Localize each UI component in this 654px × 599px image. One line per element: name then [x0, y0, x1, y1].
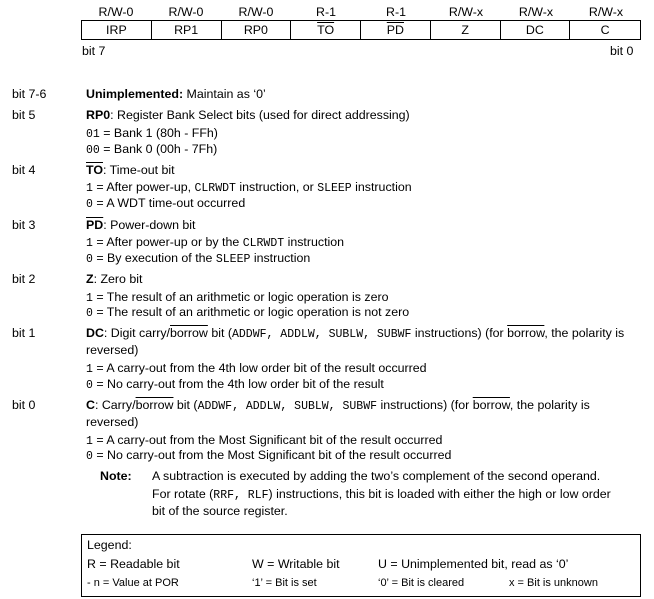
- access-bit1: R/W-x: [518, 5, 554, 19]
- access-bit6: R/W-0: [168, 5, 204, 19]
- section-desc-cont: reversed): [86, 343, 139, 357]
- section-label: bit 3: [12, 218, 36, 232]
- value-line: 00 = Bank 0 (00h - 7Fh): [86, 142, 218, 157]
- section-label: bit 5: [12, 108, 36, 122]
- bit-cell-rp0: RP0: [222, 21, 292, 39]
- section-label: bit 1: [12, 326, 36, 340]
- bit-right-label: bit 0: [610, 44, 634, 58]
- legend-readable: R = Readable bit: [87, 557, 180, 571]
- legend-unimplemented: U = Unimplemented bit, read as ‘0’: [378, 557, 569, 571]
- note-line: bit of the source register.: [152, 504, 288, 518]
- section-desc: RP0: Register Bank Select bits (used for direct addressing): [86, 108, 410, 122]
- value-line: 0 = No carry-out from the 4th low order bit of the result: [86, 377, 384, 392]
- legend-box: [81, 534, 641, 597]
- legend-por: - n = Value at POR: [87, 577, 179, 589]
- bit-cell-dc: DC: [501, 21, 571, 39]
- bit-cell-z: Z: [431, 21, 501, 39]
- value-line: 0 = By execution of the SLEEP instruction: [86, 251, 311, 266]
- legend-writable: W = Writable bit: [252, 557, 340, 571]
- bit-cell-pd: $\overline{PD}$: [361, 21, 431, 39]
- legend-unknown: x = Bit is unknown: [509, 577, 598, 589]
- access-bit7: R/W-0: [98, 5, 134, 19]
- section-label: bit 4: [12, 163, 36, 177]
- section-desc: DC: Digit carry/borrow bit (ADDWF, ADDLW, SUBLW, SUBWF instructions) (for borrow, the polarity is: [86, 326, 625, 341]
- access-bit5: R/W-0: [238, 5, 274, 19]
- access-bit2: R/W-x: [448, 5, 484, 19]
- access-bit4: R-1: [316, 5, 336, 19]
- section-label: bit 0: [12, 398, 36, 412]
- section-desc: Unimplemented: Maintain as ‘0’: [86, 87, 266, 101]
- note-label: Note:: [100, 469, 132, 483]
- bit-left-label: bit 7: [82, 44, 106, 58]
- value-line: 1 = The result of an arithmetic or logic operation is zero: [86, 290, 389, 305]
- access-bit3: R-1: [386, 5, 406, 19]
- value-line: 0 = A WDT time-out occurred: [86, 196, 246, 211]
- legend-set: ‘1’ = Bit is set: [252, 577, 317, 589]
- bit-cell-rp1: RP1: [152, 21, 222, 39]
- section-desc: C: Carry/borrow bit (ADDWF, ADDLW, SUBLW, SUBWF instructions) (for borrow, the polarity is: [86, 398, 590, 413]
- bit-cell-to: $\overline{TO}$: [291, 21, 361, 39]
- value-line: 1 = After power-up or by the CLRWDT instruction: [86, 235, 345, 250]
- register-bit-row: [81, 20, 641, 40]
- section-label: bit 7-6: [12, 87, 47, 101]
- bit-cell-c: C: [600, 23, 610, 37]
- value-line: 0 = No carry-out from the Most Significant bit of the result occurred: [86, 448, 452, 463]
- section-desc: $\overline{TO}$: Time-out bit: [86, 163, 175, 177]
- value-line: 1 = After power-up, CLRWDT instruction, or SLEEP instruction: [86, 180, 412, 195]
- section-desc: Z: Zero bit: [86, 272, 143, 286]
- note-line: A subtraction is executed by adding the two’s complement of the second operand.: [152, 469, 601, 483]
- value-line: 1 = A carry-out from the Most Significant bit of the result occurred: [86, 433, 443, 448]
- legend-cleared: ‘0’ = Bit is cleared: [378, 577, 465, 589]
- legend-title: Legend:: [87, 538, 132, 552]
- value-line: 0 = The result of an arithmetic or logic operation is not zero: [86, 305, 410, 320]
- bit-cell-irp: IRP: [82, 21, 152, 39]
- section-desc-cont: reversed): [86, 415, 139, 429]
- value-line: 01 = Bank 1 (80h - FFh): [86, 126, 218, 141]
- note-line: For rotate (RRF, RLF) instructions, this bit is loaded with either the high or low order: [152, 487, 611, 502]
- access-bit0: R/W-x: [588, 5, 624, 19]
- section-desc: $\overline{PD}$: Power-down bit: [86, 218, 196, 232]
- value-line: 1 = A carry-out from the 4th low order bit of the result occurred: [86, 361, 427, 376]
- section-label: bit 2: [12, 272, 36, 286]
